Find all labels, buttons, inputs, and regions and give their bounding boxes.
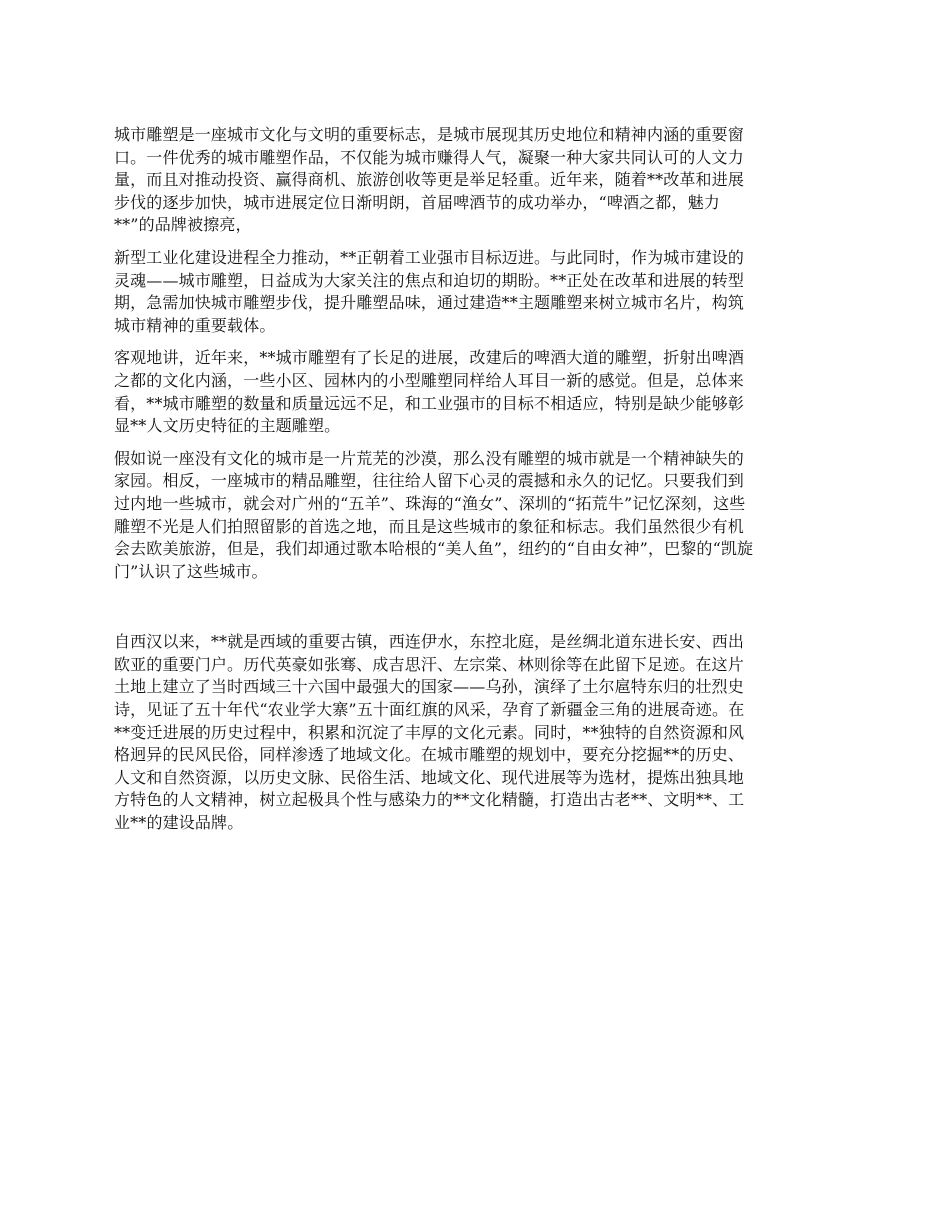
text-line: 土地上建立了当时西域三十六国中最强大的国家——乌孙，演绎了土尔扈特东归的壮烈史 <box>114 677 744 697</box>
text-line: 诗，见证了五十年代“农业学大寨”五十面红旗的风采，孕育了新疆金三角的进展奇迹。在 <box>114 700 745 720</box>
text-line: 步伐的逐步加快，城市进展定位日渐明朗，首届啤酒节的成功举办，“啤酒之都，魅力 <box>114 192 720 212</box>
text-line: 看，**城市雕塑的数量和质量远远不足，和工业强市的目标不相适应，特别是缺少能够彰 <box>114 393 745 413</box>
text-line: 城市雕塑是一座城市文化与文明的重要标志，是城市展现其历史地位和精神内涵的重要窗 <box>114 125 744 144</box>
text-line: **变迁进展的历史过程中，积累和沉淀了丰厚的文化元素。同时，**独特的自然资源和风 <box>114 722 745 742</box>
text-line: 雕塑不光是人们拍照留影的首选之地，而且是这些城市的象征和标志。我们虽然很少有机 <box>114 516 744 536</box>
text-line: 家园。相反，一座城市的精品雕塑，往往给人留下心灵的震撼和永久的记忆。只要我们到 <box>114 471 744 491</box>
text-line: 期，急需加快城市雕塑步伐，提升雕塑品味，通过建造**主题雕塑来树立城市名片，构筑 <box>114 293 745 313</box>
text-line: 格迥异的民风民俗，同样渗透了地域文化。在城市雕塑的规划中，要充分挖掘**的历史、 <box>114 745 745 765</box>
text-line: **”的品牌被擦亮， <box>114 215 252 235</box>
text-line: 新型工业化建设进程全力推动，**正朝着工业强市目标迈进。与此同时，作为城市建设的 <box>114 247 745 267</box>
text-line: 口。一件优秀的城市雕塑作品，不仅能为城市赚得人气，凝聚一种大家共同认可的人文力 <box>114 147 744 167</box>
paragraph-1 <box>114 124 838 237</box>
text-line: 方特色的人文精神，树立起极具个性与感染力的**文化精髓，打造出古老**、文明**、工 <box>114 790 745 810</box>
text-line: 人文和自然资源，以历史文脉、民俗生活、地域文化、现代进展等为选材，提炼出独具地 <box>114 767 744 787</box>
text-line: 灵魂——城市雕塑，日益成为大家关注的焦点和迫切的期盼。**正处在改革和进展的转型 <box>114 270 745 290</box>
text-line: 会去欧美旅游，但是，我们却通过歌本哈根的“美人鱼”，纽约的“自由女神”，巴黎的“凯旋 <box>114 539 754 559</box>
text-line: 量，而且对推动投资、赢得商机、旅游创收等更是举足轻重。近年来，随着**改革和进展 <box>114 170 745 190</box>
text-line: 门”认识了这些城市。 <box>114 561 268 581</box>
text-line: 假如说一座没有文化的城市是一片荒芜的沙漠，那么没有雕塑的城市就是一个精神缺失的 <box>114 448 744 468</box>
text-line: 欧亚的重要门户。历代英豪如张骞、成吉思汗、左宗棠、林则徐等在此留下足迹。在这片 <box>114 654 744 674</box>
text-line: 自西汉以来，**就是西域的重要古镇，西连伊水，东控北庭，是丝绸北道东进长安、西出 <box>114 632 745 652</box>
text-line: 客观地讲，近年来，**城市雕塑有了长足的进展，改建后的啤酒大道的雕塑，折射出啤酒 <box>114 348 745 368</box>
document-body <box>114 124 838 845</box>
text-line: 城市精神的重要载体。 <box>114 315 276 335</box>
text-line: 之都的文化内涵，一些小区、园林内的小型雕塑同样给人耳目一新的感觉。但是，总体来 <box>114 370 744 390</box>
paragraph-2 <box>114 247 838 337</box>
paragraph-5 <box>114 631 838 834</box>
text-line: 过内地一些城市，就会对广州的“五羊”、珠海的“渔女”、深圳的“拓荒牛”记忆深刻，这些 <box>114 493 746 513</box>
paragraph-3 <box>114 347 838 437</box>
text-line: 显**人文历史特征的主题雕塑。 <box>114 416 341 436</box>
paragraph-4 <box>114 448 838 584</box>
paragraph-spacer <box>114 593 838 631</box>
text-line: 业**的建设品牌。 <box>114 813 244 833</box>
